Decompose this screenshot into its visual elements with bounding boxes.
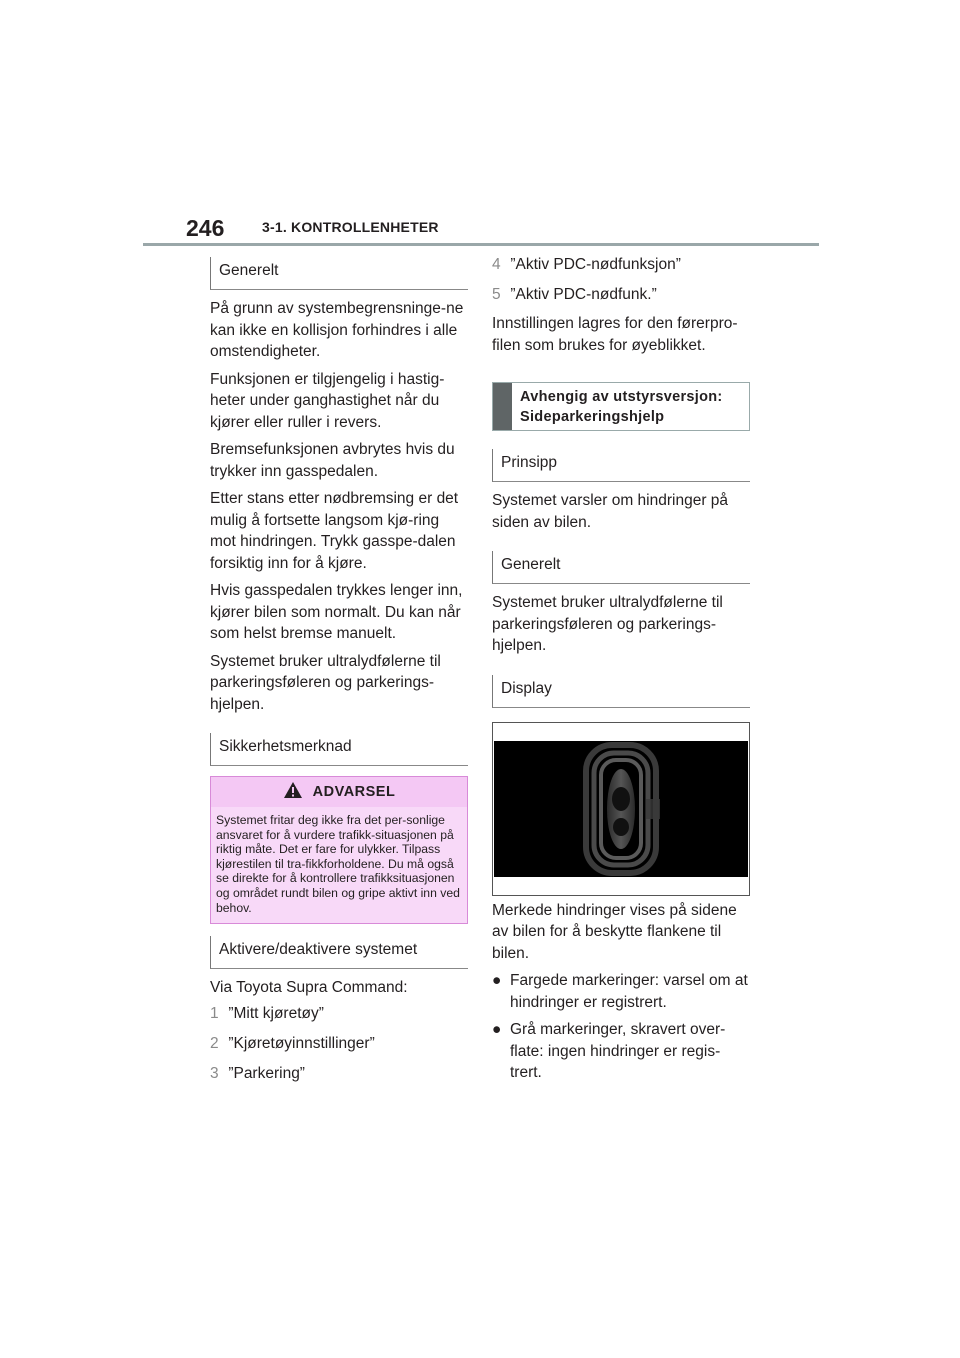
paragraph: Systemet bruker ultralydfølerne til parkeringsføleren og parkerings-hjelpen.: [210, 652, 441, 713]
bullet-dot: ●: [492, 972, 502, 989]
bullet-dot: ●: [492, 1021, 502, 1038]
step-number: 5: [492, 286, 501, 303]
step-row: [492, 285, 750, 305]
step-number: 4: [492, 256, 501, 273]
page-number: 246: [186, 215, 225, 241]
bullet-item: [492, 970, 750, 1013]
right-column: [492, 255, 750, 1084]
car-top-view-icon: [494, 741, 748, 877]
equipment-heading-line-2: Sideparkeringshjelp: [520, 409, 665, 425]
equipment-heading: [492, 382, 750, 431]
chapter-title: 3-1. KONTROLLENHETER: [262, 219, 439, 235]
paragraph: På grunn av systembegrensninge-ne kan ikke en kollisjon forhindres i alle omstendigheter.: [210, 300, 464, 360]
step-text: ”Aktiv PDC-nødfunksjon”: [510, 256, 681, 273]
step-row: [210, 1004, 468, 1024]
paragraph: Etter stans etter nødbremsing er det mulig å fortsette langsom kjø-ring mot hindringen. Trykk gasspe-dalen forsiktig inn for å kjøre.: [210, 490, 459, 572]
step-text: ”Parkering”: [228, 1064, 305, 1082]
step-text: ”Kjøretøyinnstillinger”: [228, 1034, 375, 1052]
section-heading-safety: Sikkerhetsmerknad: [210, 733, 468, 766]
step-row: [492, 255, 750, 275]
section-heading-generelt: Generelt: [210, 257, 468, 290]
bullet-item: [492, 1019, 750, 1084]
paragraph: Funksjonen er tilgjengelig i hastig-heter under ganghastighet når du kjører eller ruller i revers.: [210, 370, 445, 431]
left-column: [210, 257, 468, 1084]
display-screen: [494, 741, 748, 877]
section-heading-activate: Aktivere/deaktivere systemet: [210, 936, 468, 969]
step-number: 2: [210, 1034, 219, 1052]
step-number: 3: [210, 1064, 219, 1082]
paragraph: Bremsefunksjonen avbrytes hvis du trykker inn gasspedalen.: [210, 441, 455, 480]
section-heading-generelt: Generelt: [492, 551, 750, 584]
warning-triangle-icon: [283, 781, 303, 803]
header-rule: [143, 243, 819, 246]
step-text: ”Mitt kjøretøy”: [228, 1004, 324, 1022]
warning-header: [211, 777, 467, 807]
via-text: Via Toyota Supra Command:: [210, 979, 408, 997]
bullet-text: Grå markeringer, skravert over-flate: ingen hindringer er regis-trert.: [510, 1021, 726, 1081]
section-heading-principle: Prinsipp: [492, 449, 750, 482]
warning-text: Systemet fritar deg ikke fra det per-sonlige ansvaret for å vurdere trafikk-situasjonen på riktig måte. Det er fare for ulykker. Tilpass kjørestilen til tra-fikkforholdene. Du må også se direkte for å kontrollere trafikksituasjonen og området rundt bilen og gripe aktivt inn ved behov.: [211, 807, 467, 923]
bullet-text: Fargede markeringer: varsel om at hindringer er registrert.: [510, 972, 748, 1011]
paragraph: Hvis gasspedalen trykkes lenger inn, kjører bilen som normalt. Du kan når som helst bremse manuelt.: [210, 582, 463, 642]
saved-text: Innstillingen lagres for den førerpro-filen som brukes for øyeblikket.: [492, 315, 738, 354]
display-caption: Merkede hindringer vises på sidene av bilen for å beskytte flankene til bilen.: [492, 901, 737, 962]
step-row: [210, 1064, 468, 1084]
principle-text: Systemet varsler om hindringer på siden av bilen.: [492, 492, 729, 531]
warning-box: [210, 776, 468, 924]
step-number: 1: [210, 1004, 219, 1022]
equipment-heading-line-1: Avhengig av utstyrsversjon:: [520, 389, 723, 405]
generelt-text: Systemet bruker ultralydfølerne til parkeringsføleren og parkerings-hjelpen.: [492, 594, 723, 654]
equipment-heading-text: [512, 383, 731, 430]
step-text: ”Aktiv PDC-nødfunk.”: [510, 286, 657, 303]
section-heading-display: Display: [492, 675, 750, 708]
warning-title: ADVARSEL: [312, 784, 396, 800]
heading-bar: [493, 383, 512, 430]
left-paragraphs: [210, 298, 468, 715]
parking-display-image: [492, 722, 750, 896]
step-row: [210, 1034, 468, 1054]
